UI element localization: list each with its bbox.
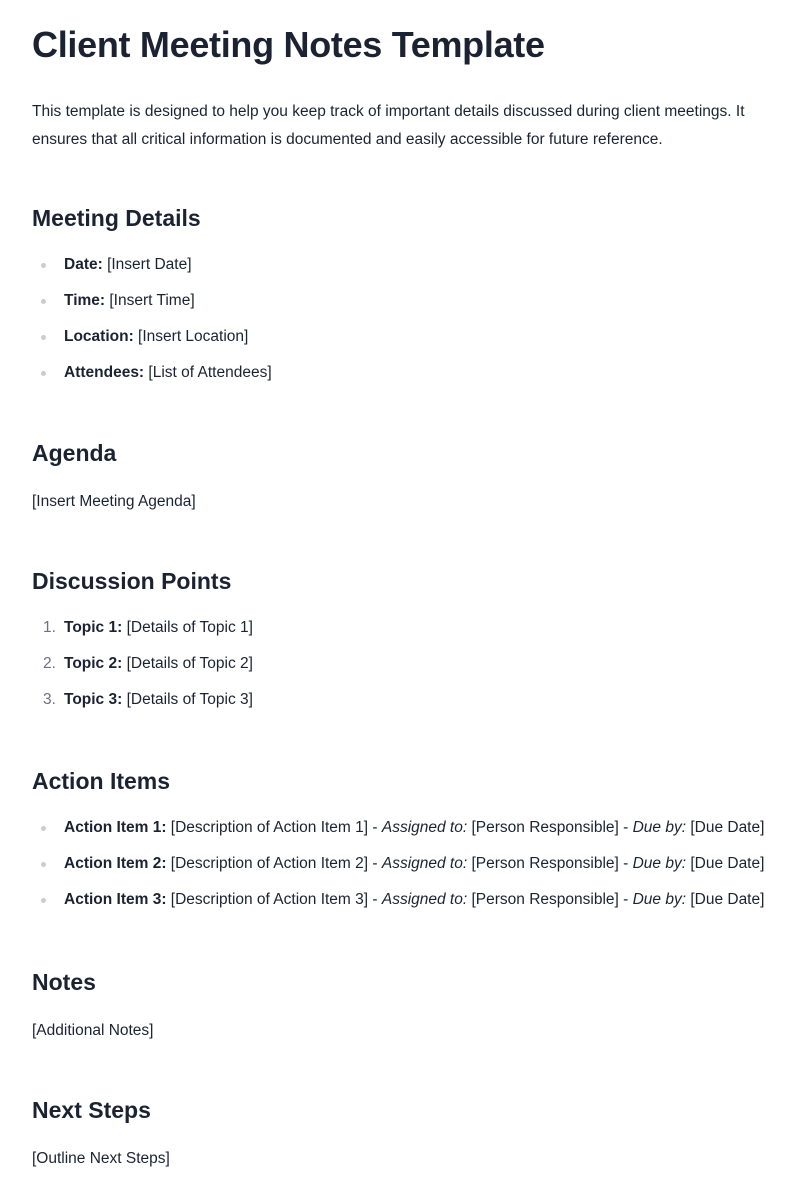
due-label: Due by: [632, 855, 687, 872]
assigned-label: Assigned to: [381, 855, 468, 872]
item-label: Topic 1: [64, 619, 123, 636]
page-title: Client Meeting Notes Template [32, 24, 545, 65]
item-description: [Description of Action Item 1] - [166, 819, 382, 836]
notes-text: [Additional Notes] [32, 1022, 154, 1039]
item-value: [Insert Time] [105, 292, 195, 309]
bullet-icon [41, 371, 46, 376]
notes-heading: Notes [32, 969, 96, 995]
list-item [32, 290, 768, 312]
item-description: [Description of Action Item 3] - [166, 891, 382, 908]
item-label: Attendees: [64, 364, 145, 381]
due-label: Due by: [632, 891, 687, 908]
action-items-list [32, 817, 768, 911]
action-items-heading: Action Items [32, 768, 171, 794]
bullet-icon [41, 826, 46, 831]
bullet-icon [41, 263, 46, 268]
list-item [32, 362, 768, 384]
assigned-label: Assigned to: [381, 819, 468, 836]
due-value: [Due Date] [686, 819, 765, 836]
discussion-points-heading: Discussion Points [32, 568, 232, 594]
item-value: [List of Attendees] [144, 364, 272, 381]
item-description: [Description of Action Item 2] - [166, 855, 382, 872]
list-item [32, 617, 768, 639]
item-label: Date: [64, 256, 103, 273]
assigned-value: [Person Responsible] - [467, 819, 633, 836]
due-value: [Due Date] [686, 855, 765, 872]
list-item [32, 689, 768, 711]
intro-paragraph: This template is designed to help you keep track of important details discussed during client meetings. It ensures that all critical information is documented and easily accessible for future reference. [32, 103, 745, 148]
item-label: Action Item 1: [64, 819, 167, 836]
agenda-heading: Agenda [32, 440, 117, 466]
list-number: 2. [43, 655, 56, 672]
next-steps-text: [Outline Next Steps] [32, 1150, 170, 1167]
due-value: [Due Date] [686, 891, 765, 908]
item-label: Location: [64, 328, 134, 345]
item-label: Topic 3: [64, 691, 123, 708]
item-label: Topic 2: [64, 655, 123, 672]
discussion-points-list [32, 617, 768, 711]
list-item [32, 889, 768, 911]
assigned-value: [Person Responsible] - [467, 891, 633, 908]
assigned-value: [Person Responsible] - [467, 855, 633, 872]
list-item [32, 653, 768, 675]
item-value: [Insert Date] [102, 256, 192, 273]
bullet-icon [41, 898, 46, 903]
list-item [32, 254, 768, 276]
assigned-label: Assigned to: [381, 891, 468, 908]
due-label: Due by: [632, 819, 687, 836]
next-steps-heading: Next Steps [32, 1097, 151, 1123]
agenda-text: [Insert Meeting Agenda] [32, 493, 196, 510]
item-label: Action Item 3: [64, 891, 167, 908]
list-number: 1. [43, 619, 56, 636]
meeting-details-list [32, 254, 768, 384]
bullet-icon [41, 299, 46, 304]
meeting-details-heading: Meeting Details [32, 205, 201, 231]
bullet-icon [41, 862, 46, 867]
item-value: [Details of Topic 1] [122, 619, 253, 636]
item-label: Time: [64, 292, 106, 309]
item-value: [Details of Topic 2] [122, 655, 253, 672]
bullet-icon [41, 335, 46, 340]
item-label: Action Item 2: [64, 855, 167, 872]
item-value: [Details of Topic 3] [122, 691, 253, 708]
list-item [32, 853, 768, 875]
item-value: [Insert Location] [133, 328, 249, 345]
list-number: 3. [43, 691, 56, 708]
list-item [32, 817, 768, 839]
list-item [32, 326, 768, 348]
